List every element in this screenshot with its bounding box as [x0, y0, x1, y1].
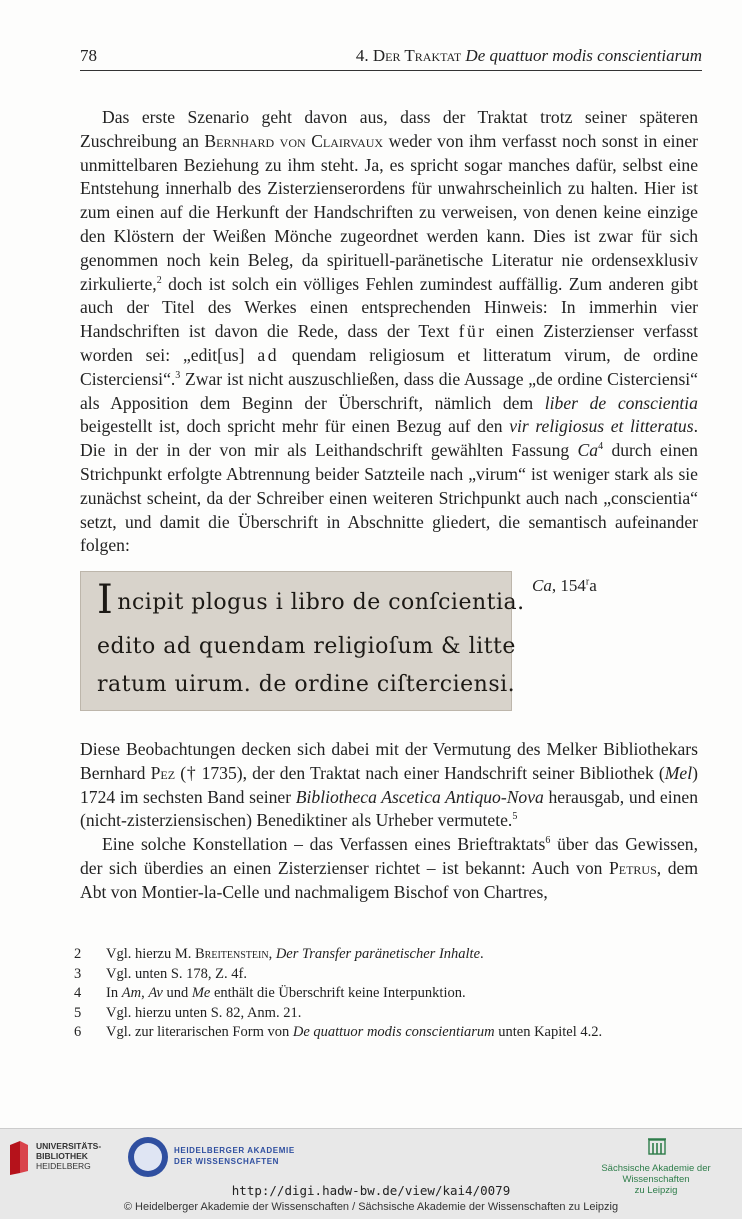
haw-name	[174, 1145, 295, 1167]
text-span: In	[106, 985, 122, 1002]
text-span: herausgab, und einen (nicht-zisterziensischen) Benediktiner als Urheber vermutete.	[80, 786, 698, 831]
caption-recto: r	[585, 576, 590, 588]
footnote-number: 5	[74, 1004, 82, 1021]
logo-text: zu Leipzig	[634, 1185, 678, 1196]
logo-text: Sächsische Akademie der Wissenschaften	[601, 1163, 711, 1185]
logo-text: BIBLIOTHEK	[36, 1151, 88, 1161]
footnote-number: 4	[74, 985, 82, 1002]
manuscript-line-3: ratum uirum. de ordine ciſterciensi.	[97, 672, 516, 697]
footnote-5	[74, 1004, 700, 1024]
text-span: unten Kapitel 4.2.	[494, 1024, 603, 1041]
logo-text: UNIVERSITÄTS-	[36, 1141, 102, 1151]
spaced-text: ad	[257, 344, 280, 365]
logo-text: DER WISSENSCHAFTEN	[174, 1157, 280, 1166]
footnotes	[74, 945, 700, 1043]
author-name: Breitenstein	[195, 946, 269, 962]
permalink	[0, 1183, 742, 1198]
siglum: Me	[191, 985, 211, 1002]
work-title: Bibliotheca Ascetica Antiquo-Nova	[295, 786, 544, 807]
spaced-text: für	[458, 321, 487, 342]
caption-siglum: Ca	[532, 576, 552, 595]
person-name: Pez	[150, 762, 176, 783]
person-name: Petrus	[608, 857, 657, 878]
manuscript-initial: I	[97, 577, 114, 623]
text-span: weder von ihm verfasst noch sonst in einer unmittelbaren Beziehung zu ihm steht. Ja, es spricht sogar manches dafür, selbst eine Entstehung innerhalb des Zisterzienserordens für unwahrscheinlich zu halten. Hier ist zum einen auf die Herkunft der Handschriften zu verweisen, von denen keine einzige den Klöstern der Weißen Mönche zugeordnet werden kann. Dies ist zwar für sich genommen noch kein Beleg, da spirituell-paränetische Literatur nie ordensexklusiv zirkulierte,	[80, 130, 698, 294]
text-span: ) 1724 im sechsten Band seiner	[80, 762, 698, 807]
ub-heidelberg-name	[36, 1141, 101, 1171]
work-title: Der Transfer paränetischer Inhalte	[275, 946, 481, 962]
text-span: und	[162, 985, 192, 1002]
running-head	[80, 46, 702, 71]
siglum: Av	[148, 985, 163, 1002]
paragraph-2	[80, 738, 698, 905]
footnote-3	[74, 965, 700, 985]
chapter-work-title: De quattuor modis conscientiarum	[465, 46, 702, 65]
text-span: über das Gewissen, der sich überdies an einen Zisterzienser richtet – ist bekannt: Auch von	[80, 834, 699, 878]
text-span: . Die in der in der von mir als Leithandschrift gewählten Fassung	[80, 416, 698, 461]
footnote-ref-6[interactable]: 6	[545, 835, 551, 847]
text-span: .	[480, 946, 484, 962]
footnote-number: 2	[74, 946, 82, 962]
siglum: Mel	[664, 762, 693, 783]
text-span: doch ist solch ein völliges Fehlen zumindest auffällig. Zum anderen gibt auch der Titel des Werkes einen entsprechenden Hinweis: In immerhin vier Handschriften ist davon die Rede, dass der Text	[80, 273, 698, 342]
text-span: Vgl. zur literarischen Form von	[106, 1024, 293, 1041]
siglum: Ca	[577, 440, 599, 461]
haw-logo[interactable]	[128, 1137, 328, 1181]
ub-heidelberg-logo-icon	[8, 1139, 30, 1177]
text-span: ,	[141, 985, 149, 1002]
paragraph-1	[80, 106, 698, 558]
caption-column: a	[589, 576, 597, 595]
manuscript-line-2: edito ad quendam religioſum & litte	[97, 634, 516, 659]
text-span: Vgl. unten S. 178, Z. 4f.	[106, 965, 247, 982]
footnote-number: 3	[74, 965, 82, 982]
text-span: , dem Abt von Montier-la-Celle und nachmaligem Bischof von Chartres,	[80, 857, 698, 902]
text-span: enthält die Überschrift keine Interpunktion.	[210, 985, 466, 1002]
logo-text: HEIDELBERG	[36, 1161, 91, 1171]
siglum: Am	[121, 985, 142, 1002]
text-span: durch einen Strichpunkt erfolgte Abtrennung beider Satzteile nach „virum“ ist weniger stark als sie zunächst scheint, da der Schreiber einen weiteren Strichpunkt auch nach „conscientia“ setzt, und damit die Überschrift in Abschnitte gliedert, die semantisch aufeinander folgen:	[80, 440, 698, 556]
footnote-6	[74, 1023, 700, 1043]
footnote-2	[74, 945, 700, 965]
italic-phrase: liber de conscientia	[544, 392, 698, 413]
text-span: ,	[268, 946, 276, 962]
viewer-footer	[0, 1128, 742, 1219]
text-span: quendam religiosum et litteratum virum, de ordine Cisterciensi“.	[80, 344, 699, 389]
footnote-ref-2[interactable]: 2	[156, 274, 162, 286]
work-title: De quattuor modis conscientiarum	[292, 1024, 495, 1041]
page-number: 78	[80, 46, 97, 65]
saw-logo[interactable]	[576, 1137, 736, 1196]
text-span: Zwar ist nicht auszuschließen, dass die Aussage „de ordine Cisterciensi“ als Apposition dem Beginn der Überschrift, nämlich dem	[80, 368, 698, 413]
footnote-ref-4[interactable]: 4	[598, 441, 604, 453]
italic-phrase: vir religiosus et litteratus	[509, 416, 694, 437]
text-span: Eine solche Konstellation – das Verfassen eines Brieftraktats	[102, 834, 546, 855]
footnote-number: 6	[74, 1024, 82, 1041]
manuscript-caption	[532, 576, 597, 596]
text-span: Das erste Szenario geht davon aus, dass der Traktat trotz seiner späteren Zuschreibung an	[80, 107, 698, 151]
chapter-label: Der Traktat	[372, 46, 462, 65]
ub-heidelberg-logo[interactable]	[8, 1139, 116, 1179]
manuscript-text: ncipit plogus i libro de conſcientia.	[117, 590, 525, 615]
paragraph-3	[80, 833, 698, 904]
text-span: Diese Beobachtungen decken sich dabei mit der Vermutung des Melker Bibliothekars Bernhard	[80, 739, 698, 783]
footnote-4	[74, 984, 700, 1004]
chapter-title	[356, 46, 702, 66]
manuscript-line-1	[97, 577, 525, 623]
permalink-link[interactable]: http://digi.hadw-bw.de/view/kai4/0079	[231, 1183, 511, 1198]
logo-text: HEIDELBERGER AKADEMIE	[174, 1146, 295, 1155]
haw-seal-icon	[128, 1137, 168, 1177]
author-name: Bernhard von Clairvaux	[204, 130, 384, 151]
text-span: Vgl. hierzu unten S. 82, Anm. 21.	[106, 1004, 302, 1021]
manuscript-image	[80, 571, 525, 711]
text-span: beigestellt ist, doch spricht mehr für einen Bezug auf den	[80, 416, 510, 437]
text-span: einen Zisterzienser verfasst worden sei: „edit[us]	[80, 321, 698, 365]
saw-building-icon	[648, 1137, 666, 1155]
chapter-number: 4.	[355, 46, 373, 65]
text-span: († 1735), der den Traktat nach einer Handschrift seiner Bibliothek (	[175, 762, 665, 783]
footnote-ref-3[interactable]: 3	[175, 369, 181, 381]
footnote-ref-5[interactable]: 5	[512, 811, 518, 823]
copyright-notice: © Heidelberger Akademie der Wissenschaften / Sächsische Akademie der Wissenschaften zu Leipzig	[123, 1201, 619, 1213]
caption-folio: , 154	[551, 576, 586, 595]
text-span: Vgl. hierzu M.	[106, 946, 195, 962]
